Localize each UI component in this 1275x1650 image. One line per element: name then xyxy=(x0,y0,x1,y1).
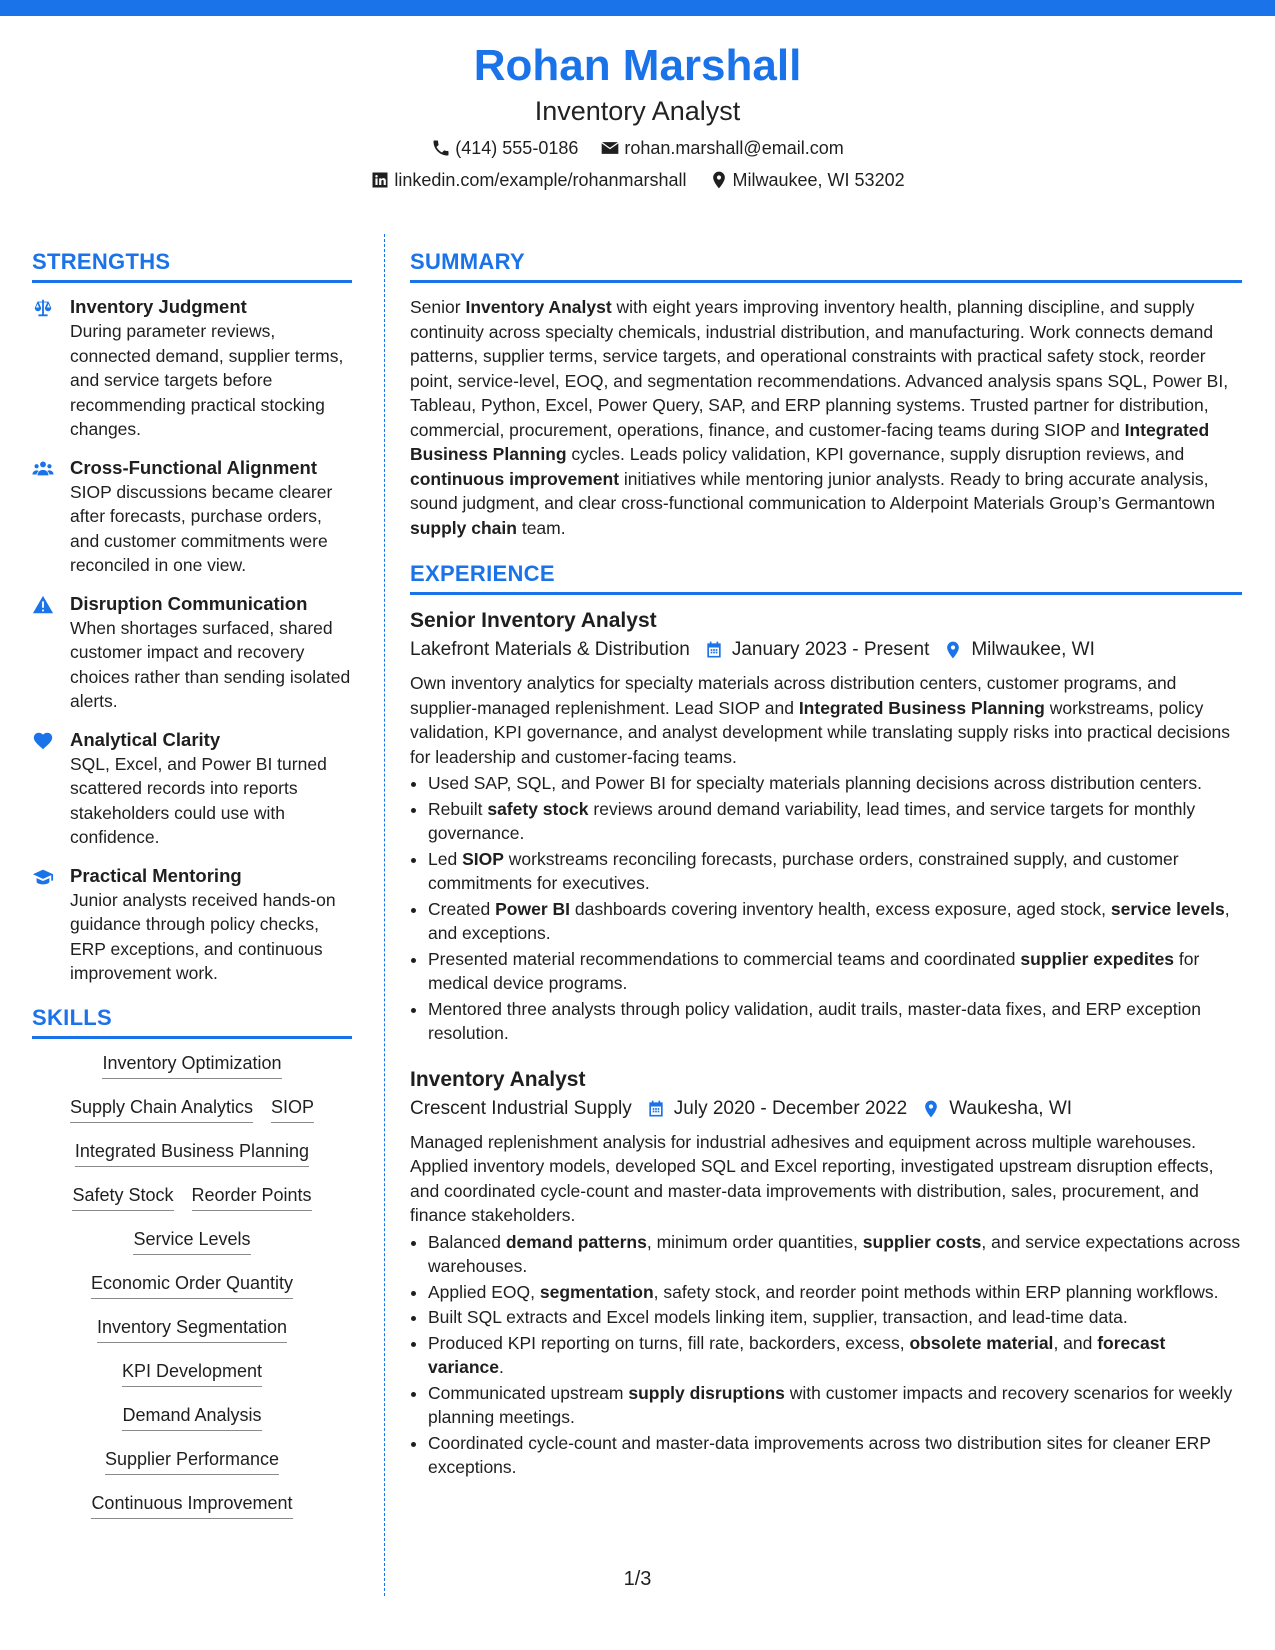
skill-row xyxy=(32,1227,352,1255)
job-meta xyxy=(410,1096,1242,1122)
linkedin-contact[interactable] xyxy=(370,168,686,192)
skill-tag: Supplier Performance xyxy=(105,1447,279,1475)
job-description: Managed replenishment analysis for industrial adhesives and equipment across multiple warehouses. Applied inventory models, developed SQL and Excel reporting, investigated upstream disruption effects, and coordinated cycle-count and master-data improvements with distribution, sales, procurement, and finance stakeholders. xyxy=(410,1131,1214,1225)
emphasis-text: supplier costs xyxy=(862,1231,982,1252)
skills-heading: SKILLS xyxy=(32,1004,352,1039)
skill-tag: Economic Order Quantity xyxy=(91,1271,293,1299)
strength-description: During parameter reviews, connected demand, supplier terms, and service targets before recommending practical stocking changes. xyxy=(70,321,344,439)
summary-text: Senior Inventory Analyst with eight years improving inventory health, planning discipline, and supply continuity across specialty chemicals, industrial distribution, and manufacturing. Work connects demand patterns, supplier terms, service targets, and operational constraints with practical safety stock, reorder point, service-level, EOQ, and segmentation recommendations. Advanced analysis spans SQL, Power BI, Tableau, Python, Excel, Power Query, SAP, and ERP planning systems. Trusted partner for distribution, commercial, procurement, operations, finance, and customer-facing teams during SIOP and Integrated Business Planning cycles. Leads policy validation, KPI governance, supply disruption reviews, and continuous improvement initiatives while mentoring junior analysts. Ready to bring accurate analysis, sound judgment, and clear cross-functional communication to Alderpoint Materials Group’s Germantown supply chain team. xyxy=(410,297,1229,538)
envelope-icon xyxy=(600,138,620,158)
emphasis-text: Power BI xyxy=(495,898,571,919)
warning-icon xyxy=(32,594,54,616)
job-title: Senior Inventory Analyst xyxy=(410,609,657,632)
skill-tag: Supply Chain Analytics xyxy=(70,1095,253,1123)
bullet-item: • Rebuilt safety stock reviews around demand variability, lead times, and service targets for monthly governance. xyxy=(428,797,1242,846)
skill-tag: Service Levels xyxy=(133,1227,250,1255)
skill-row xyxy=(32,1491,352,1519)
skill-tag: KPI Development xyxy=(122,1359,262,1387)
emphasis-text: Integrated Business Planning xyxy=(798,697,1045,718)
skill-row xyxy=(32,1183,352,1211)
emphasis-text: Integrated Business Planning xyxy=(410,419,1210,464)
emphasis-text: continuous improvement xyxy=(410,468,620,489)
strength-description: Junior analysts received hands-on guidance through policy checks, ERP exceptions, and continuous improvement work. xyxy=(70,889,336,983)
map-pin-icon xyxy=(709,170,729,190)
strength-item xyxy=(32,456,352,578)
phone-text: (414) 555-0186 xyxy=(455,138,579,158)
job-bullets xyxy=(410,771,1242,1046)
skill-tag: SIOP xyxy=(271,1095,314,1123)
job-location: Milwaukee, WI xyxy=(971,639,1095,660)
emphasis-text: supplier expedites xyxy=(1020,948,1175,969)
column-divider xyxy=(384,234,385,1596)
skill-tag: Inventory Optimization xyxy=(102,1051,281,1079)
graduation-cap-icon xyxy=(32,866,54,888)
skill-row xyxy=(32,1139,352,1167)
skill-row xyxy=(32,1315,352,1343)
location-contact xyxy=(709,168,905,192)
company-name: Lakefront Materials & Distribution xyxy=(410,639,690,660)
linkedin-text: linkedin.com/example/rohanmarshall xyxy=(394,170,687,190)
contact-row-1 xyxy=(0,136,1275,160)
left-column xyxy=(32,248,352,1535)
emphasis-text: segmentation xyxy=(539,1281,654,1302)
skill-tag: Reorder Points xyxy=(192,1183,312,1211)
skill-row xyxy=(32,1271,352,1299)
page-number: 1/3 xyxy=(623,1568,652,1590)
bullet-item: • Communicated upstream supply disruptions with customer impacts and recovery scenarios for weekly planning meetings. xyxy=(428,1381,1242,1430)
skill-row xyxy=(32,1051,352,1079)
right-column xyxy=(410,248,1242,1500)
strength-description: When shortages surfaced, shared customer impact and recovery choices rather than sending isolated alerts. xyxy=(70,617,351,711)
emphasis-text: obsolete material xyxy=(909,1332,1054,1353)
calendar-icon xyxy=(704,640,724,660)
bullet-item: • Applied EOQ, segmentation, safety stock, and reorder point methods within ERP planning workflows. xyxy=(428,1280,1242,1305)
strength-description: SIOP discussions became clearer after forecasts, purchase orders, and customer commitments were reconciled in one view. xyxy=(70,481,333,575)
bullet-item: • Coordinated cycle-count and master-data improvements across two distribution sites for cleaner ERP exceptions. xyxy=(428,1431,1242,1480)
heart-icon xyxy=(32,730,54,752)
experience-heading: EXPERIENCE xyxy=(410,560,1242,595)
location-text: Milwaukee, WI 53202 xyxy=(732,170,905,190)
emphasis-text: safety stock xyxy=(487,798,589,819)
top-accent-bar xyxy=(0,0,1275,16)
skill-row xyxy=(32,1403,352,1431)
skill-row xyxy=(32,1095,352,1123)
bullet-item: • Mentored three analysts through policy validation, audit trails, master-data fixes, and ERP exception resolution. xyxy=(428,997,1242,1046)
map-pin-icon xyxy=(921,1099,941,1119)
balance-scale-icon xyxy=(32,297,54,319)
skill-tag: Continuous Improvement xyxy=(91,1491,292,1519)
experience-list xyxy=(410,607,1242,1480)
strengths-heading: STRENGTHS xyxy=(32,248,352,283)
linkedin-icon xyxy=(370,170,390,190)
email-text: rohan.marshall@email.com xyxy=(624,138,844,158)
strength-description: SQL, Excel, and Power BI turned scattered records into reports stakeholders could use with confidence. xyxy=(70,753,327,847)
resume-header xyxy=(0,40,1275,192)
emphasis-text: supply chain xyxy=(410,517,517,538)
job-entry xyxy=(410,607,1242,1046)
strength-item xyxy=(32,295,352,442)
summary-heading: SUMMARY xyxy=(410,248,1242,283)
strength-item xyxy=(32,592,352,714)
job-title: Inventory Analyst xyxy=(410,1067,586,1091)
bullet-item: • Produced KPI reporting on turns, fill rate, backorders, excess, obsolete material, and forecast variance. xyxy=(428,1331,1242,1380)
calendar-icon xyxy=(646,1099,666,1119)
company-name: Crescent Industrial Supply xyxy=(410,1097,632,1119)
emphasis-text: demand patterns xyxy=(505,1231,647,1252)
phone-icon xyxy=(431,138,451,158)
strength-title: Practical Mentoring xyxy=(70,864,242,886)
bullet-item: • Presented material recommendations to commercial teams and coordinated supplier expedites for medical device programs. xyxy=(428,947,1242,996)
emphasis-text: SIOP xyxy=(462,848,504,869)
strength-item xyxy=(32,728,352,850)
skill-row xyxy=(32,1359,352,1387)
users-icon xyxy=(32,458,54,480)
contact-row-2 xyxy=(0,168,1275,192)
job-meta xyxy=(410,637,1242,663)
job-description: Own inventory analytics for specialty materials across distribution centers, customer programs, and supplier-managed replenishment. Lead SIOP and Integrated Business Planning workstreams, policy validation, KPI governance, and analyst development while translating supply risks into practical decisions for leadership and customer-facing teams. xyxy=(410,673,1231,767)
bullet-item: • Used SAP, SQL, and Power BI for specialty materials planning decisions across distribution centers. xyxy=(428,771,1242,796)
emphasis-text: Inventory Analyst xyxy=(465,297,612,317)
emphasis-text: service levels xyxy=(1110,898,1225,919)
candidate-name: Rohan Marshall xyxy=(473,41,802,90)
skill-tag: Safety Stock xyxy=(72,1183,173,1211)
skill-row xyxy=(32,1447,352,1475)
skill-tag: Integrated Business Planning xyxy=(75,1139,309,1167)
candidate-title: Inventory Analyst xyxy=(534,96,741,126)
bullet-item: • Led SIOP workstreams reconciling forecasts, purchase orders, constrained supply, and customer commitments for executives. xyxy=(428,847,1242,896)
job-location: Waukesha, WI xyxy=(949,1097,1073,1119)
strength-item xyxy=(32,864,352,986)
emphasis-text: supply disruptions xyxy=(628,1382,785,1403)
bullet-item: • Built SQL extracts and Excel models linking item, supplier, transaction, and lead-time data. xyxy=(428,1305,1242,1330)
phone-contact[interactable] xyxy=(431,136,578,160)
skills-list xyxy=(32,1051,352,1519)
map-pin-icon xyxy=(943,640,963,660)
strength-title: Disruption Communication xyxy=(70,592,308,614)
job-dates: January 2023 - Present xyxy=(731,639,930,660)
job-dates: July 2020 - December 2022 xyxy=(673,1097,908,1119)
job-entry xyxy=(410,1066,1242,1480)
skill-tag: Inventory Segmentation xyxy=(97,1315,287,1343)
strength-title: Cross-Functional Alignment xyxy=(70,456,318,478)
job-bullets xyxy=(410,1230,1242,1480)
bullet-item: • Balanced demand patterns, minimum order quantities, supplier costs, and service expectations across warehouses. xyxy=(428,1230,1242,1279)
bullet-item: • Created Power BI dashboards covering inventory health, excess exposure, aged stock, service levels, and exceptions. xyxy=(428,897,1242,946)
email-contact[interactable] xyxy=(600,136,843,160)
emphasis-text: forecast variance xyxy=(428,1332,1166,1377)
strength-title: Inventory Judgment xyxy=(70,296,247,317)
strength-title: Analytical Clarity xyxy=(70,728,221,750)
strengths-list xyxy=(32,295,352,986)
skill-tag: Demand Analysis xyxy=(122,1403,261,1431)
